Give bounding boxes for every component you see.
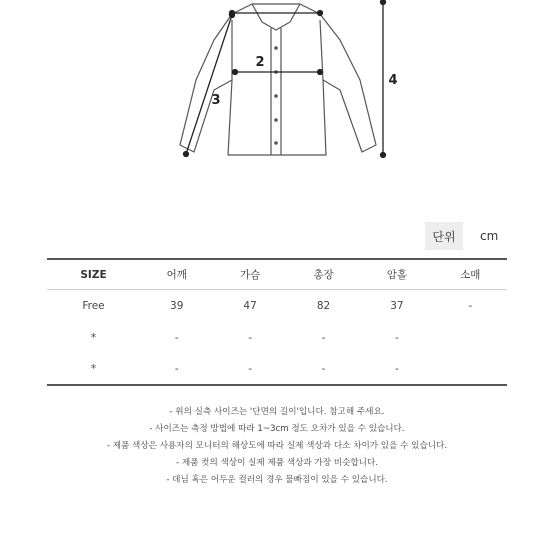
table-cell: - [468,300,473,312]
note-line: - 데님 혹은 어두운 컬러의 경우 물빠짐이 있을 수 있습니다. [166,475,388,485]
table-cell: - [248,331,253,344]
measure-label-4: 4 [388,73,398,88]
table-row [47,353,507,385]
notes [0,404,554,489]
table-cell: 47 [243,300,257,312]
header-sleeve: 소매 [434,259,507,290]
table-cell: * [90,362,97,375]
table-cell: - [174,362,179,375]
table-cell: 82 [316,300,331,312]
table-cell: - [174,331,179,344]
table-cell: - [395,362,399,375]
shirt-illustration [180,4,376,155]
header-size: SIZE [47,259,140,290]
unit-value: cm [480,229,499,243]
shirt-measurement-diagram [0,0,554,215]
size-table [47,258,507,386]
note-line: - 사이즈는 측정 방법에 따라 1~3cm 정도 오차가 있을 수 있습니다. [149,424,405,434]
table-cell: - [248,362,253,375]
unit-label: 단위 [425,222,463,250]
measure-label-3: 3 [211,93,221,108]
note-line: - 제품 색상은 사용자의 모니터의 해상도에 따라 실제 색상과 다소 차이가 있을 수 있습니다. [106,441,448,451]
table-header-row [47,259,507,290]
table-cell: 39 [170,300,184,312]
table-row [47,322,507,353]
unit-row [425,222,498,250]
header-armhole: 암홀 [360,259,433,290]
button-dots [274,46,278,145]
note-line: - 위의 실측 사이즈는 '단면의 길이'입니다. 참고해 주세요. [169,407,385,417]
header-length: 총장 [287,259,360,290]
table-cell: 37 [390,300,404,312]
header-shoulder: 어깨 [140,259,213,290]
table-cell: - [321,362,326,375]
table-cell: - [321,331,326,344]
note-line: - 제품 컷의 색상이 실제 제품 색상과 가장 비슷합니다. [175,458,379,468]
table-cell: * [90,331,97,344]
header-chest: 가슴 [213,259,286,290]
table-cell [434,353,507,385]
table-cell [434,322,507,353]
measure-label-2: 2 [255,55,265,70]
table-row [47,290,507,323]
table-cell: - [395,331,399,344]
table-cell: Free [82,300,105,312]
